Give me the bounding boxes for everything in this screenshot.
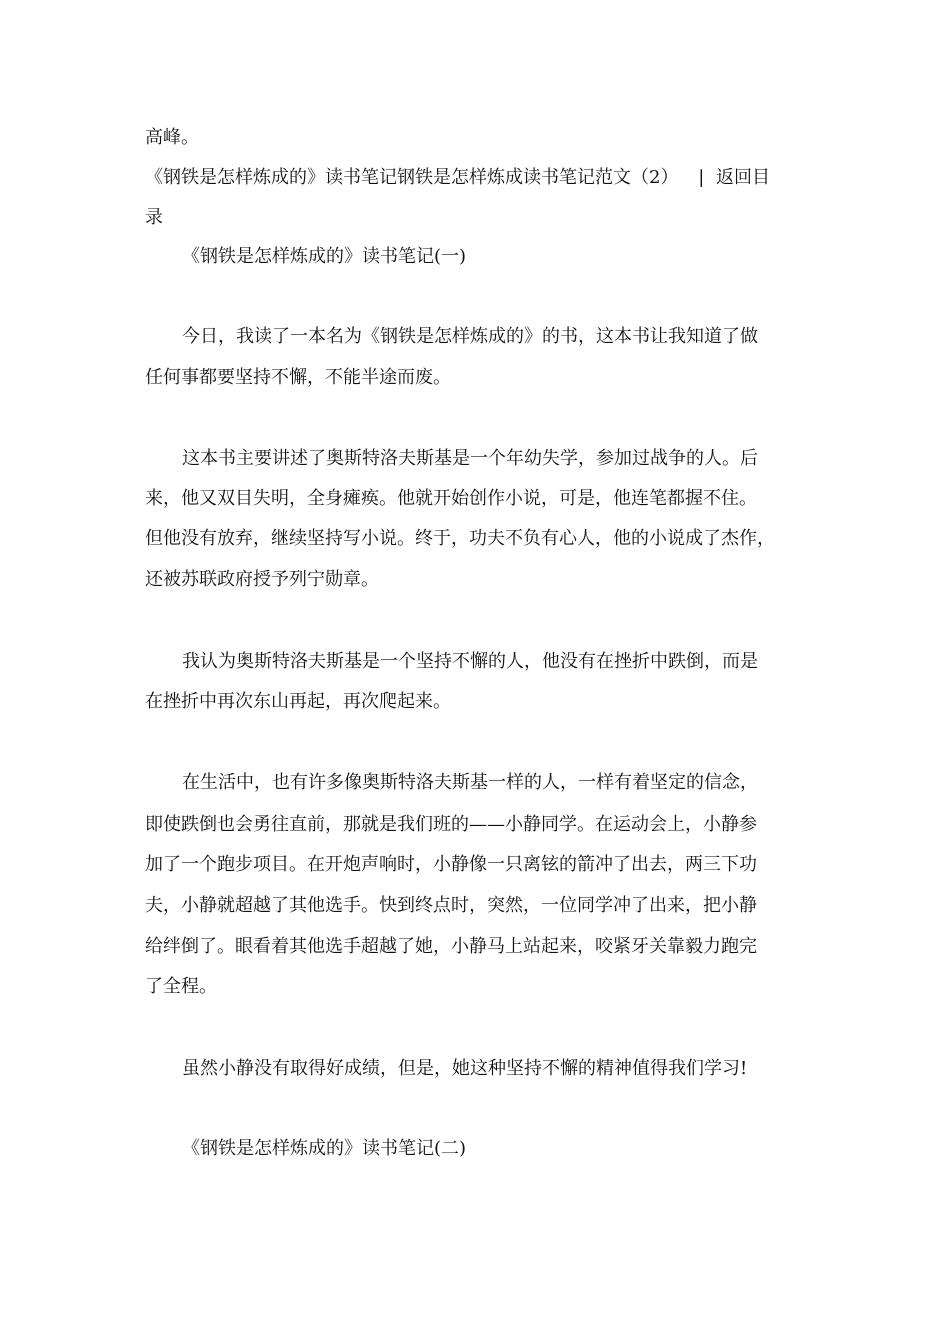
text-fragment-top: 高峰。 xyxy=(145,127,199,148)
paragraph-line: 夫，小静就超越了其他选手。快到终点时，突然，一位同学冲了出来，把小静 xyxy=(145,895,757,916)
section-heading xyxy=(145,166,770,190)
paragraph-line: 我认为奥斯特洛夫斯基是一个坚持不懈的人，他没有在挫折中跌倒，而是 xyxy=(182,651,758,672)
paragraph-line: 来，他又双目失明，全身瘫痪。他就开始创作小说，可是，他连笔都握不住。 xyxy=(145,488,757,509)
paragraph-line: 在挫折中再次东山再起，再次爬起来。 xyxy=(145,691,451,712)
paragraph-line: 加了一个跑步项目。在开炮声响时，小静像一只离铉的箭冲了出去，两三下功 xyxy=(145,854,757,875)
note2-title: 《钢铁是怎样炼成的》读书笔记(二) xyxy=(182,1138,467,1159)
paragraph-line: 了全程。 xyxy=(145,976,217,997)
paragraph-line: 这本书主要讲述了奥斯特洛夫斯基是一个年幼失学，参加过战争的人。后 xyxy=(182,448,758,469)
paragraph-line: 给绊倒了。眼看着其他选手超越了她，小静马上站起来，咬紧牙关靠毅力跑完 xyxy=(145,936,757,957)
note1-title: 《钢铁是怎样炼成的》读书笔记(一) xyxy=(182,246,467,267)
paragraph-line: 任何事都要坚持不懈，不能半途而废。 xyxy=(145,367,451,388)
paragraph-line: 即使跌倒也会勇往直前，那就是我们班的——小静同学。在运动会上，小静参 xyxy=(145,814,757,835)
back-to-toc-link-continued[interactable]: 录 xyxy=(145,207,163,228)
heading-separator: | xyxy=(698,167,705,188)
paragraph-line: 在生活中，也有许多像奥斯特洛夫斯基一样的人，一样有着坚定的信念， xyxy=(182,772,758,793)
paragraph-line: 但他没有放弃，继续坚持写小说。终于，功夫不负有心人，他的小说成了杰作， xyxy=(145,528,775,549)
section-heading-title: 《钢铁是怎样炼成的》读书笔记钢铁是怎样炼成读书笔记范文（2） xyxy=(145,167,679,188)
back-to-toc-link[interactable]: 返回目 xyxy=(716,167,770,188)
paragraph-line: 虽然小静没有取得好成绩，但是，她这种坚持不懈的精神值得我们学习! xyxy=(182,1058,748,1079)
paragraph-line: 还被苏联政府授予列宁勋章。 xyxy=(145,569,379,590)
paragraph-line: 今日，我读了一本名为《钢铁是怎样炼成的》的书，这本书让我知道了做 xyxy=(182,326,758,347)
